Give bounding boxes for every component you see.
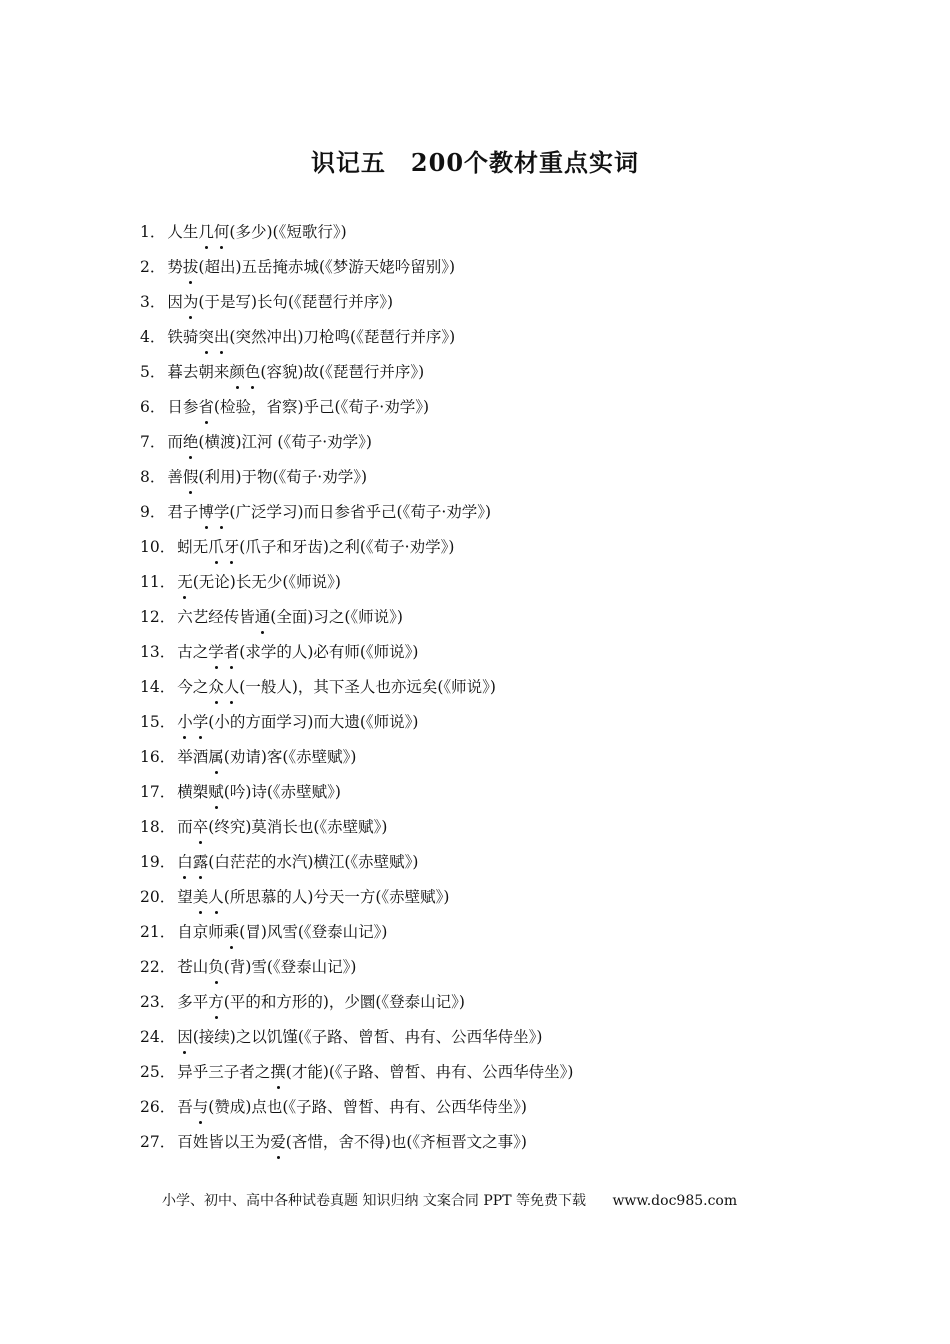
emphasized-char: 何 (214, 218, 230, 246)
list-item (140, 1058, 840, 1093)
item-number: 26． (140, 1098, 176, 1116)
item-number: 13． (140, 643, 176, 661)
item-text: 君子 (167, 503, 199, 521)
emphasized-char: 博 (198, 498, 214, 526)
emphasized-char: 假 (183, 463, 199, 491)
item-text: (背)雪(《登泰山记》) (223, 958, 357, 976)
item-text: (吟)诗(《赤壁赋》) (223, 783, 341, 801)
item-text: (容貌)故(《琵琶行并序》) (260, 363, 425, 381)
list-item (140, 988, 840, 1023)
item-text: (求学的人)必有师(《师说》) (239, 643, 419, 661)
emphasized-char: 乘 (224, 918, 240, 946)
item-number: 18． (140, 818, 176, 836)
page-title: 识记五 200个教材重点实词 (310, 148, 640, 177)
item-text: (小的方面学习)而大遗(《师说》) (208, 713, 419, 731)
item-text: 望 (177, 888, 193, 906)
item-number: 8． (140, 468, 166, 486)
item-text: 日参 (167, 398, 199, 416)
emphasized-char: 人 (208, 883, 224, 911)
emphasized-char: 因 (177, 1023, 193, 1051)
emphasized-char: 方 (208, 988, 224, 1016)
footer-text: 小学、初中、高中各种试卷真题 知识归纳 文案合同 PPT 等免费下载 (162, 1193, 586, 1209)
item-number: 25． (140, 1063, 176, 1081)
item-text: (所思慕的人)兮天一方(《赤壁赋》) (223, 888, 450, 906)
list-item (140, 393, 840, 428)
item-number: 7． (140, 433, 166, 451)
list-item (140, 743, 840, 778)
emphasized-char: 负 (208, 953, 224, 981)
emphasized-char: 通 (255, 603, 271, 631)
item-text: (于是写)长句(《琵琶行并序》) (198, 293, 394, 311)
item-number: 14． (140, 678, 176, 696)
emphasized-char: 爪 (208, 533, 224, 561)
emphasized-char: 白 (177, 848, 193, 876)
item-text: (多少)(《短歌行》) (229, 223, 347, 241)
item-text: 百姓皆以王为 (177, 1133, 271, 1151)
item-text: (全面)习之(《师说》) (270, 608, 403, 626)
list-item (140, 918, 840, 953)
item-number: 16． (140, 748, 176, 766)
item-text: (才能)(《子路、曾皙、冉有、公西华侍坐》) (285, 1063, 574, 1081)
item-text: (赞成)点也(《子路、曾皙、冉有、公西华侍坐》) (208, 1098, 527, 1116)
item-text: 古之 (177, 643, 209, 661)
emphasized-char: 省 (198, 393, 214, 421)
list-item (140, 883, 840, 918)
emphasized-char: 学 (193, 708, 209, 736)
item-text: (吝惜，舍不得)也(《齐桓晋文之事》) (285, 1133, 527, 1151)
item-text: (接续)之以饥馑(《子路、曾皙、冉有、公西华侍坐》) (192, 1028, 543, 1046)
item-text: 善 (167, 468, 183, 486)
item-text: 横槊 (177, 783, 209, 801)
item-text: 蚓无 (177, 538, 209, 556)
list-item (140, 953, 840, 988)
item-number: 24． (140, 1028, 176, 1046)
item-text: (检验，省察)乎己(《荀子·劝学》) (213, 398, 430, 416)
item-number: 19． (140, 853, 176, 871)
list-item (140, 848, 840, 883)
list-item (140, 673, 840, 708)
list-item (140, 288, 840, 323)
item-text: (横渡)江河 (《荀子·劝学》) (198, 433, 372, 451)
list-item (140, 358, 840, 393)
list-item (140, 1093, 840, 1128)
emphasized-char: 突 (198, 323, 214, 351)
emphasized-char: 拔 (183, 253, 199, 281)
list-item (140, 498, 840, 533)
emphasized-char: 牙 (224, 533, 240, 561)
item-text: (白茫茫的水汽)横江(《赤壁赋》) (208, 853, 419, 871)
item-text: (无论)长无少(《师说》) (192, 573, 341, 591)
list-item (140, 253, 840, 288)
list-item (140, 708, 840, 743)
item-text: (超出)五岳掩赤城(《梦游天姥吟留别》) (198, 258, 456, 276)
item-text: (利用)于物(《荀子·劝学》) (198, 468, 368, 486)
item-text: 自京师 (177, 923, 224, 941)
list-item (140, 568, 840, 603)
item-number: 5． (140, 363, 166, 381)
item-text: 而 (177, 818, 193, 836)
item-text: 苍山 (177, 958, 209, 976)
emphasized-char: 露 (193, 848, 209, 876)
vocabulary-list (140, 218, 840, 1163)
emphasized-char: 绝 (183, 428, 199, 456)
item-text: 举酒 (177, 748, 209, 766)
item-number: 22． (140, 958, 176, 976)
item-text: (平的和方形的)，少圜(《登泰山记》) (223, 993, 465, 1011)
item-text: 而 (167, 433, 183, 451)
emphasized-char: 学 (214, 498, 230, 526)
item-text: 今之 (177, 678, 209, 696)
emphasized-char: 小 (177, 708, 193, 736)
list-item (140, 603, 840, 638)
list-item (140, 638, 840, 673)
item-number: 20． (140, 888, 176, 906)
item-text: 异乎三子者之 (177, 1063, 271, 1081)
emphasized-char: 者 (224, 638, 240, 666)
item-number: 9． (140, 503, 166, 521)
item-text: (冒)风雪(《登泰山记》) (239, 923, 388, 941)
item-number: 27． (140, 1133, 176, 1151)
list-item (140, 813, 840, 848)
item-text: (终究)莫消长也(《赤壁赋》) (208, 818, 388, 836)
list-item (140, 1128, 840, 1163)
item-text: 吾 (177, 1098, 193, 1116)
emphasized-char: 众 (208, 673, 224, 701)
emphasized-char: 撰 (270, 1058, 286, 1086)
list-item (140, 428, 840, 463)
item-text: 多平 (177, 993, 209, 1011)
list-item (140, 463, 840, 498)
item-number: 4． (140, 328, 166, 346)
emphasized-char: 色 (245, 358, 261, 386)
footer-url: www.doc985.com (612, 1193, 738, 1209)
item-text: (广泛学习)而日参省乎己(《荀子·劝学》) (229, 503, 492, 521)
item-text: 人生 (167, 223, 199, 241)
list-item (140, 323, 840, 358)
emphasized-char: 出 (214, 323, 230, 351)
emphasized-char: 学 (208, 638, 224, 666)
emphasized-char: 爱 (270, 1128, 286, 1156)
item-text: 势 (167, 258, 183, 276)
emphasized-char: 属 (208, 743, 224, 771)
emphasized-char: 与 (193, 1093, 209, 1121)
item-text: 暮去朝来 (167, 363, 230, 381)
emphasized-char: 无 (177, 568, 193, 596)
item-number: 3． (140, 293, 166, 311)
item-text: (劝请)客(《赤壁赋》) (223, 748, 357, 766)
emphasized-char: 卒 (193, 813, 209, 841)
item-text: (一般人)，其下圣人也亦远矣(《师说》) (239, 678, 496, 696)
item-number: 12． (140, 608, 176, 626)
item-number: 1． (140, 223, 166, 241)
list-item (140, 533, 840, 568)
emphasized-char: 几 (198, 218, 214, 246)
item-text: (爪子和牙齿)之利(《荀子·劝学》) (239, 538, 455, 556)
emphasized-char: 为 (183, 288, 199, 316)
item-number: 15． (140, 713, 176, 731)
list-item (140, 218, 840, 253)
item-text: 因 (167, 293, 183, 311)
item-number: 21． (140, 923, 176, 941)
item-text: 铁骑 (167, 328, 199, 346)
item-number: 11． (140, 573, 176, 591)
item-number: 17． (140, 783, 176, 801)
emphasized-char: 颜 (229, 358, 245, 386)
emphasized-char: 美 (193, 883, 209, 911)
item-number: 2． (140, 258, 166, 276)
item-number: 6． (140, 398, 166, 416)
list-item (140, 1023, 840, 1058)
item-number: 10． (140, 538, 176, 556)
item-text: (突然冲出)刀枪鸣(《琵琶行并序》) (229, 328, 456, 346)
item-number: 23． (140, 993, 176, 1011)
item-text: 六艺经传皆 (177, 608, 255, 626)
emphasized-char: 赋 (208, 778, 224, 806)
emphasized-char: 人 (224, 673, 240, 701)
page-footer (162, 1190, 737, 1210)
list-item (140, 778, 840, 813)
